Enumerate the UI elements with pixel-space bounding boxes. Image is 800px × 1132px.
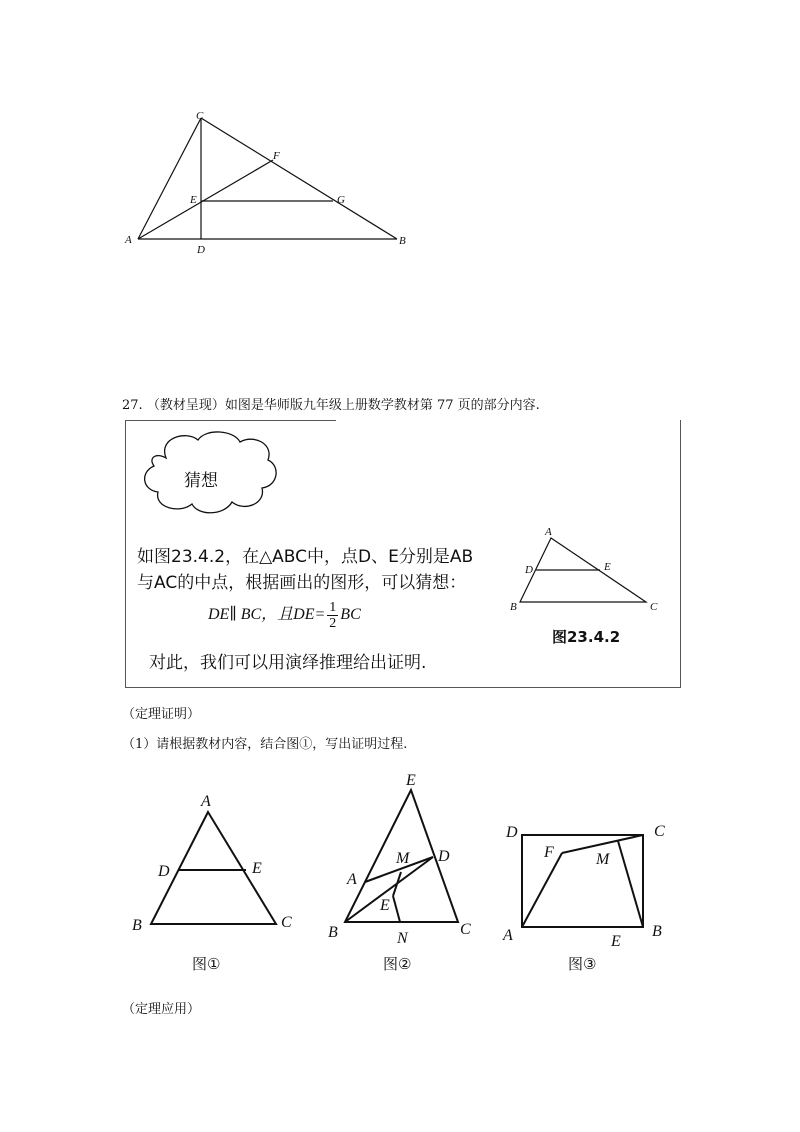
part-1-prompt: （1）请根据教材内容，结合图①，写出证明过程. xyxy=(122,737,408,752)
label-e-inner: E xyxy=(380,897,390,914)
box-formula xyxy=(208,600,361,631)
cloud-label: 猜想 xyxy=(184,471,218,491)
question-text: （教材呈现）如图是华师版九年级上册数学教材第 77 页的部分内容. xyxy=(146,398,540,413)
label-f: F xyxy=(273,150,280,162)
figure-3-caption: 图③ xyxy=(568,955,597,973)
figure-1-caption: 图① xyxy=(192,955,221,973)
label-e: E xyxy=(604,561,611,573)
formula-left: DE∥ BC，且DE= xyxy=(208,606,326,624)
label-d: D xyxy=(197,244,205,256)
label-g: G xyxy=(337,194,345,206)
label-n: N xyxy=(397,930,408,947)
segment-mb xyxy=(618,841,643,927)
box-line-4: 对此，我们可以用演绎推理给出证明. xyxy=(149,653,427,673)
figure-2 xyxy=(325,766,485,946)
label-d: D xyxy=(506,824,518,841)
label-a: A xyxy=(503,927,513,944)
segment-em xyxy=(393,872,401,896)
formula-right: BC xyxy=(340,606,361,624)
label-d: D xyxy=(525,564,533,576)
label-c: C xyxy=(460,921,471,938)
question-27 xyxy=(122,394,540,413)
figure-3 xyxy=(500,815,690,950)
question-number: 27. xyxy=(122,398,143,413)
label-b: B xyxy=(132,917,142,934)
label-c: C xyxy=(196,110,204,122)
figure-23-4-2 xyxy=(504,520,674,640)
box-line-1: 如图23.4.2，在△ABC中，点D、E分别是AB xyxy=(137,547,474,567)
label-d: D xyxy=(158,863,170,880)
label-e: E xyxy=(611,933,621,950)
fraction-numerator: 1 xyxy=(329,600,337,615)
section-proof-heading: （定理证明） xyxy=(122,707,201,722)
label-b: B xyxy=(510,601,517,613)
segment-af xyxy=(522,853,562,927)
section-application-heading: （定理应用） xyxy=(122,1002,201,1017)
label-f: F xyxy=(544,844,554,861)
label-a: A xyxy=(545,526,552,538)
label-c: C xyxy=(654,823,665,840)
label-b: B xyxy=(399,235,406,247)
label-c: C xyxy=(650,601,658,613)
textbook-excerpt-box xyxy=(125,420,681,688)
formula-fraction xyxy=(327,600,338,631)
label-d: D xyxy=(438,848,450,865)
label-c: C xyxy=(281,914,292,931)
label-b: B xyxy=(328,924,338,941)
label-a: A xyxy=(201,793,211,810)
fraction-denominator: 2 xyxy=(329,616,337,631)
label-e: E xyxy=(252,860,262,877)
segment-cb xyxy=(201,118,397,239)
label-m: M xyxy=(596,851,610,868)
figure-2-caption: 图② xyxy=(383,955,412,973)
label-a: A xyxy=(125,234,132,246)
box-line-2: 与AC的中点，根据画出的图形，可以猜想： xyxy=(137,573,467,593)
label-m: M xyxy=(396,850,410,867)
figure-23-4-2-caption: 图23.4.2 xyxy=(552,628,621,646)
top-triangle-figure xyxy=(0,0,800,280)
label-e-top: E xyxy=(406,772,416,789)
label-e: E xyxy=(190,194,197,206)
label-b: B xyxy=(652,923,662,940)
box-top-border xyxy=(126,420,336,421)
label-a: A xyxy=(347,871,357,888)
segment-en xyxy=(393,896,400,922)
figure-1 xyxy=(125,790,305,940)
